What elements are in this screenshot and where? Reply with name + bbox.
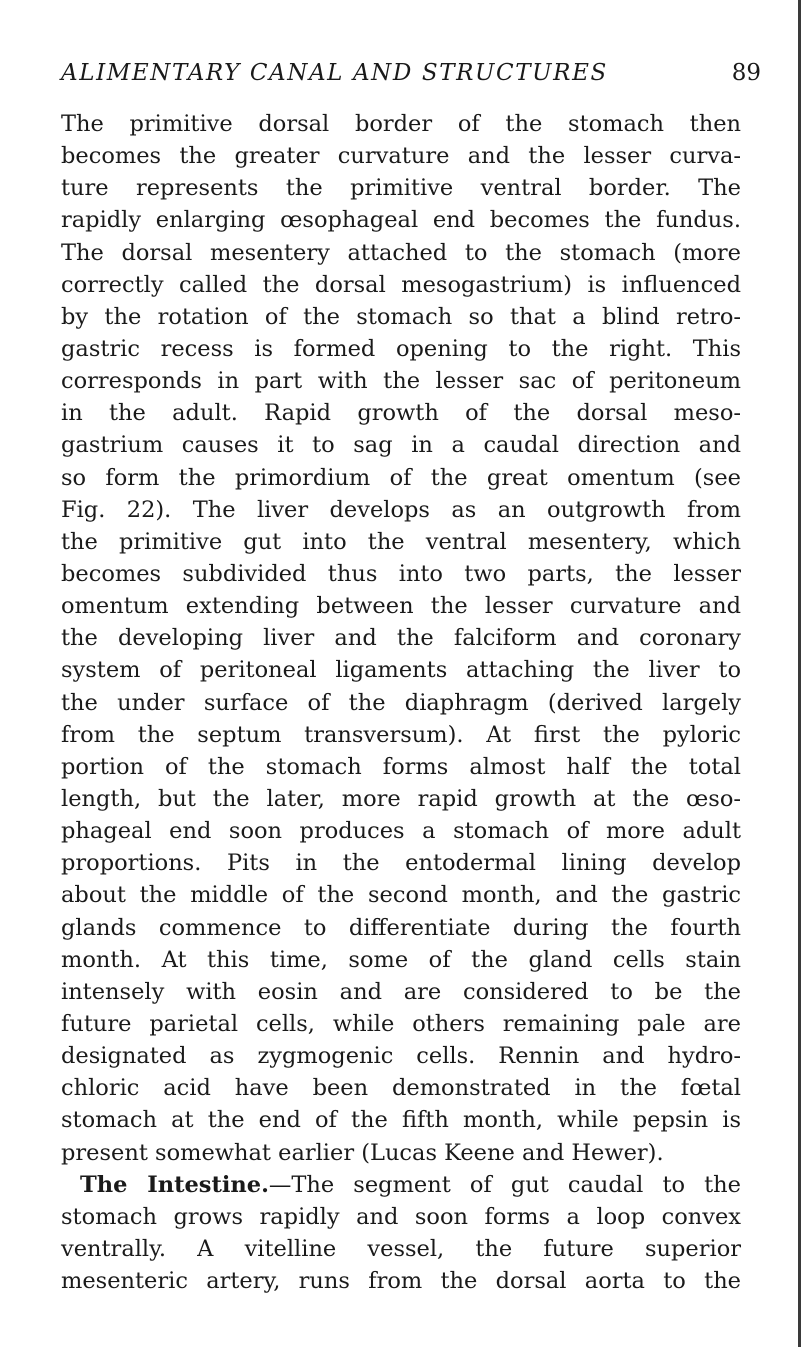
text-line: system of peritoneal ligaments attaching the liver to (61, 657, 741, 684)
text-line: future parietal cells, while others remaining pale are (61, 1010, 741, 1037)
text-line: ture represents the primitive ventral border. The (61, 175, 741, 202)
text-line: glands commence to differentiate during the fourth (61, 914, 741, 941)
text-line: length, but the later, more rapid growth at the œso- (61, 785, 741, 812)
text-line: present somewhat earlier (Lucas Keene and Hewer). (61, 1139, 664, 1166)
text-line: gastric recess is formed opening to the right. This (61, 335, 741, 362)
text-line: month. At this time, some of the gland cells stain (61, 946, 741, 973)
section-heading: The Intestine. (80, 1171, 269, 1198)
page-header (61, 60, 761, 94)
text-line: becomes the greater curvature and the lesser curva- (61, 143, 741, 170)
text-line: The primitive dorsal border of the stomach then (61, 111, 741, 137)
text-line: corresponds in part with the lesser sac of peritoneum (61, 368, 741, 395)
body-text (61, 108, 741, 1297)
text-line: ventrally. A vitelline vessel, the future superior (61, 1235, 741, 1262)
text-line: phageal end soon produces a stomach of more adult (61, 818, 741, 845)
section-text: —The segment of gut caudal to the (268, 1171, 741, 1198)
running-head: ALIMENTARY CANAL AND STRUCTURES (61, 60, 608, 86)
section-first-line (61, 1169, 741, 1201)
text-line: stomach at the end of the fifth month, while pepsin is (61, 1107, 741, 1134)
text-line: so form the primordium of the great omentum (see (61, 464, 741, 491)
text-line: Fig. 22). The liver develops as an outgrowth from (61, 496, 741, 523)
page-number: 89 (731, 60, 761, 86)
text-line: the under surface of the diaphragm (derived largely (61, 689, 741, 716)
text-line: mesenteric artery, runs from the dorsal aorta to the (61, 1268, 741, 1295)
text-line: from the septum transversum). At first the pyloric (61, 721, 741, 748)
text-line: becomes subdivided thus into two parts, the lesser (61, 560, 741, 587)
text-line: in the adult. Rapid growth of the dorsal meso- (61, 400, 741, 427)
text-line: gastrium causes it to sag in a caudal direction and (61, 432, 741, 459)
text-line: the developing liver and the falciform and coronary (61, 625, 741, 652)
text-line: proportions. Pits in the entodermal lining develop (61, 850, 741, 877)
text-line: stomach grows rapidly and soon forms a loop convex (61, 1203, 741, 1230)
text-line: designated as zygmogenic cells. Rennin and hydro- (61, 1043, 741, 1070)
text-line: by the rotation of the stomach so that a blind retro- (61, 303, 741, 330)
text-line: chloric acid have been demonstrated in the fœtal (61, 1075, 741, 1102)
text-line: portion of the stomach forms almost half the total (61, 753, 741, 780)
text-line: about the middle of the second month, and the gastric (61, 882, 741, 909)
text-line: the primitive gut into the ventral mesentery, which (61, 528, 741, 555)
text-line: omentum extending between the lesser curvature and (61, 593, 741, 620)
text-line: The dorsal mesentery attached to the stomach (more (61, 239, 741, 266)
text-line: correctly called the dorsal mesogastrium) is influenced (61, 271, 741, 298)
text-line: rapidly enlarging œsophageal end becomes the fundus. (61, 207, 741, 234)
text-line: intensely with eosin and are considered to be the (61, 978, 741, 1005)
